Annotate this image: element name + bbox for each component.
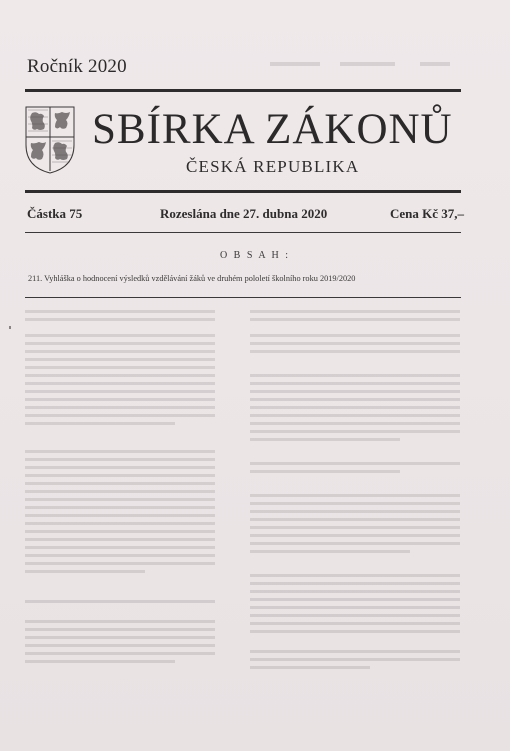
header-rule-bottom — [25, 190, 461, 193]
page-speck — [9, 326, 11, 329]
issue-number: Částka 75 — [27, 206, 83, 221]
gazette-title: SBÍRKA ZÁKONŮ — [92, 106, 453, 153]
volume-label: Ročník 2020 — [27, 56, 127, 77]
meta-rule — [25, 232, 461, 233]
contents-item: 211. Vyhláška o hodnocení výsledků vzdělávání žáků ve druhém pololetí školního roku 2019/2020 — [28, 274, 356, 283]
contents-rule — [25, 297, 461, 298]
price-label: Cena Kč 37,– — [390, 206, 465, 221]
header-rule-top — [25, 89, 461, 92]
contents-heading: O B S A H : — [219, 250, 291, 261]
czech-coat-of-arms-icon — [24, 105, 76, 175]
gazette-subtitle: ČESKÁ REPUBLIKA — [186, 157, 360, 176]
distribution-date: Rozeslána dne 27. dubna 2020 — [160, 206, 328, 221]
